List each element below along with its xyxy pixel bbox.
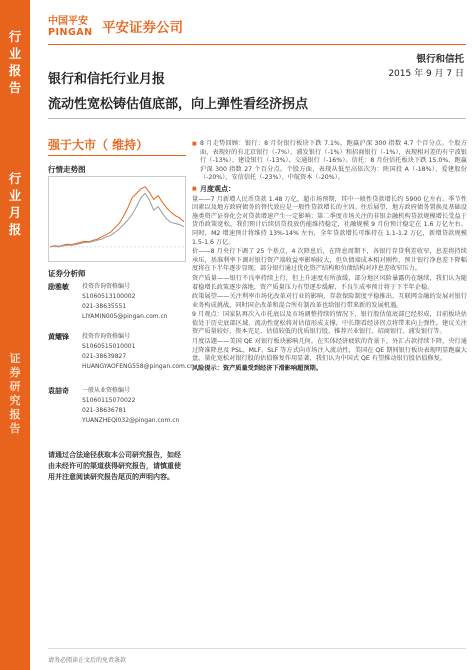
- pingan-logo: [48, 10, 183, 44]
- report-date: 2015 年 9 月 7 日: [388, 69, 464, 79]
- body-paragraph: 月度话题——美国 QE 对银行板块影响几何。在实体经济疲软的背景下，外汇占款持续下降，央行通过降准降息及 PSL、MLF、SLF 等方式向市场注入流动性，美国在 QE 期间银行板块表现明显跑赢大盘，量化宽松对银行股的估值修复作用显著，我们认为中国式 QE 有望推动银行股估值修复。: [192, 338, 467, 363]
- body-paragraph: 9 月观点：国家队再次入市托底以及市场调整持续的情况下，银行股估值底部已经形成，目前板块估值处于历史底部区域，流动性宽松将对估值形成支撑，中长期看经济拐点将带来向上弹性。建议关注资产质量较好、资本充足、估值较低的优质银行股，推荐兴业银行、招商银行、浦发银行等。: [192, 311, 467, 336]
- body-paragraph: 量——7 月新增人民币贷款 1.48 万亿，超市场预期，其中一般性贷款增长约 5900 亿左右。季节性因素以及地方政府债务的替代效应是一般性贷款增长的主因。往后展望，地方政府债务置换及基础设施类资产证券化会对贷款增速产生一定影响；第二季度市场关注的非银金融机构贷款规模增长受益于货币政策宽松，我们预计后续信贷投放仍能维持稳定，社融规模 9 月份预计稳定在 1.6 万亿左右。同时，M2 增速预计将维持 13%-14% 左右，全年贷款增长可维持在 1.1-1.2 万亿，新增贷款规模 1.5-1.6 万亿。: [192, 195, 467, 246]
- title-divider: [48, 118, 466, 119]
- analyst-card: [48, 282, 186, 332]
- logo-cn: 中国平安: [48, 16, 88, 27]
- analyst-meta: 投资咨询资格编号 S1060513100002 021-38635551 LIYAMIN005@pingan.com.cn: [82, 283, 168, 320]
- report-subtitle: 流动性宽松铸估值底部，向上弹性看经济拐点: [48, 97, 309, 112]
- industry-label: 银行和信托: [416, 54, 464, 65]
- footer-disclaimer: 请务必阅读正文后的免责条款: [48, 657, 127, 664]
- sidebar: [0, 0, 30, 670]
- analyst-meta: 投资咨询资格编号 S1060515010001 021-38639827 HUANGYAOFENG558@pingan.com.cn: [82, 333, 194, 370]
- analyst-name: 黄耀锋: [48, 333, 69, 341]
- body-paragraph: ■ 8 月走势回顾：银行：8 月份银行板块下跌 7.1%，跑赢沪深 300 指数 4.7 个百分点。个股方面，表现好的有北京银行（-7%）、浦发银行（-1%）和招商银行（-1%），表现相对差的有宁波银行（-13%）、建设银行（-13%）、交通银行（-16%）。信托：8 月份信托板块下跌 15.0%，跑赢沪深 300 指数 27 个百分点。个股方面，表现从低至高依次为：陕国投 A（-18%）、爱建股份（-20%）、安信信托（-23%）、中航资本（-20%）。: [192, 140, 467, 183]
- chart-series-line-0: [50, 187, 184, 247]
- header-divider: [48, 44, 466, 45]
- body-paragraph: 资产质量——银行不良率持续上行，但上升速度有所放缓，部分地区风险暴露仍在继续，我们认为随着稳增长政策逐步落地，资产质量压力有望逐步缓解，不良生成率预计将于下半年企稳。: [192, 274, 467, 291]
- section-heading: ■ 月度观点：: [192, 185, 467, 194]
- chart-series-line-1: [50, 193, 184, 247]
- rating-divider: [48, 155, 186, 156]
- chart-frame: [49, 177, 186, 262]
- rating-label: 强于大市（ 维持）: [48, 138, 149, 152]
- trend-chart: [48, 176, 186, 262]
- logo-securities: 平安证券公司: [102, 20, 183, 36]
- trend-chart-title: 行情走势图: [48, 165, 86, 174]
- report-title: 银行和信托行业月报: [48, 72, 166, 87]
- sidebar-label-report: 行 业 报 告: [8, 29, 22, 95]
- report-body: [192, 140, 467, 374]
- analyst-section-title: 证券分析师: [48, 269, 86, 278]
- body-paragraph: 价——8 月央行下调了 25 个基点，4 次降息后，在降息周期下，各银行存贷利差收窄，息差将持续承压，基准利率下调对银行资产端收益率影响较大，但负债端成本相对刚性，预计银行净息差下降幅度将在下半年逐步显现，部分银行通过优化资产结构和负债结构对冲息差收窄压力。: [192, 248, 467, 273]
- sidebar-label-research: 证 券 研 究 报 告: [9, 352, 21, 435]
- analyst-name: 袁喆奇: [48, 387, 69, 395]
- footer-divider: [48, 648, 466, 649]
- legal-notice: 请通过合法途径获取本公司研究报告，如经由未经许可的渠道获得研究报告，请慎重使用并注意阅读研究报告尾页的声明内容。: [48, 451, 181, 481]
- sidebar-label-monthly: 行 业 月 报: [8, 171, 22, 237]
- risk-warning: 风险提示：资产质量受到经济下滑影响超预期。: [192, 364, 322, 372]
- analyst-meta: 一般从业资格编号 S1060115070022 021-38636781 YUANZHEQI032@pingan.com.cn: [82, 387, 180, 424]
- analyst-card: [48, 332, 194, 382]
- logo-en: PINGAN: [48, 27, 93, 38]
- analyst-name: 励雅敏: [48, 283, 69, 291]
- analyst-card: [48, 386, 186, 436]
- body-paragraph: 政策展望——关注利率市场化改革对行业的影响，存款保险制度平稳推出，互联网金融的发展对银行业务构成挑战，同时国企改革和混合所有制改革也给银行带来新的发展机遇。: [192, 293, 467, 309]
